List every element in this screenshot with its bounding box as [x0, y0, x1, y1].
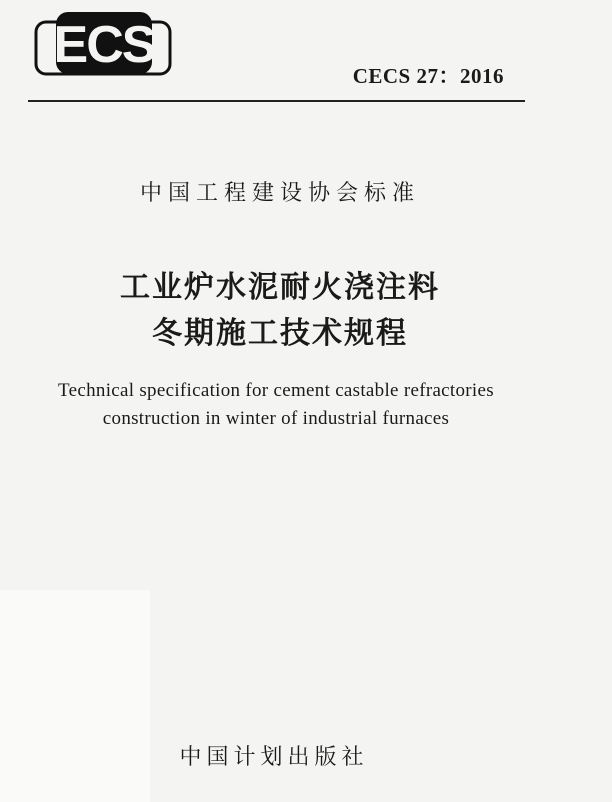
- title-english-line-2: construction in winter of industrial furnaces: [102, 408, 450, 429]
- title-english-line-1: Technical specification for cement castable refractories: [58, 380, 494, 401]
- association-name: 中国工程建设协会标准: [139, 181, 420, 206]
- ecs-logo: [34, 8, 172, 78]
- standard-code: CECS 27：2016: [352, 64, 504, 88]
- publisher-name: 中国计划出版社: [179, 745, 369, 770]
- header-divider: [28, 100, 525, 102]
- svg-text:ECS: ECS: [53, 16, 155, 74]
- title-chinese-line-1: 工业炉水泥耐火浇注料: [120, 270, 440, 305]
- title-chinese-line-2: 冬期施工技术规程: [152, 316, 408, 351]
